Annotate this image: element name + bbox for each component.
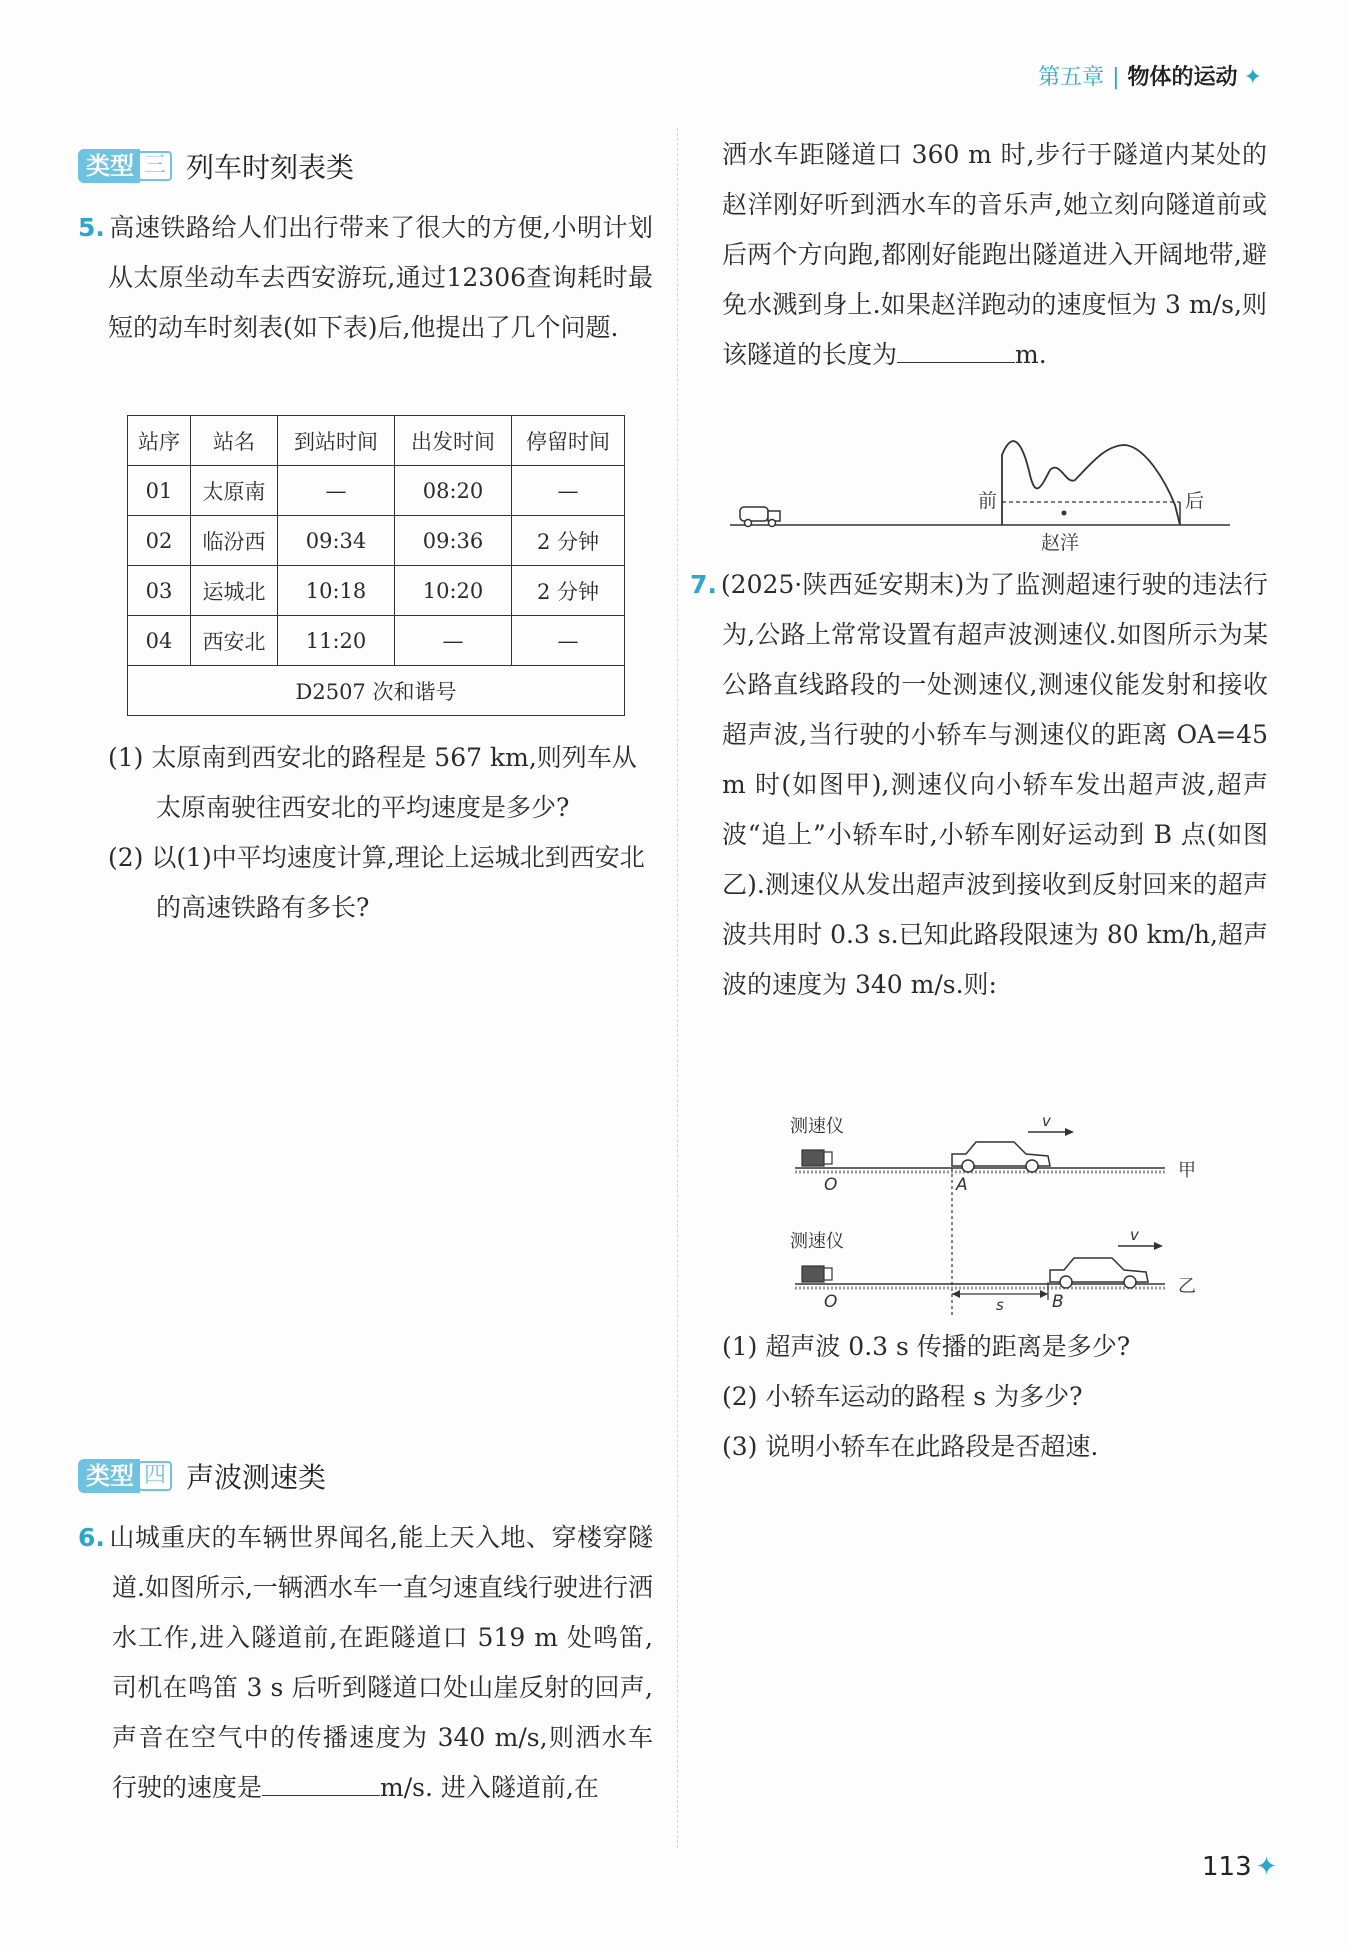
running-header xyxy=(1038,60,1262,91)
star-icon: ✦ xyxy=(1255,1852,1278,1882)
timetable xyxy=(127,415,625,716)
table-cell: — xyxy=(395,616,512,666)
table-cell: 运城北 xyxy=(191,566,278,616)
speed-meter-figure xyxy=(780,1110,1220,1320)
question-number: 7. xyxy=(690,570,717,599)
table-header-row xyxy=(128,416,625,466)
answer-blank[interactable] xyxy=(262,1771,380,1796)
answer-blank[interactable] xyxy=(897,338,1015,363)
table-header: 停留时间 xyxy=(512,416,625,466)
table-row xyxy=(128,466,625,516)
star-icon: ✦ xyxy=(1243,65,1262,90)
table-footer: D2507 次和谐号 xyxy=(128,666,625,716)
table-cell: 10:18 xyxy=(278,566,395,616)
table-header: 出发时间 xyxy=(395,416,512,466)
section-heading-type3 xyxy=(78,146,354,186)
table-cell: 09:36 xyxy=(395,516,512,566)
chapter-label: 第五章 xyxy=(1038,65,1105,90)
question-5-text: 高速铁路给人们出行带来了很大的方便,小明计划从太原坐动车去西安游玩,通过12306查询耗时最短的动车时刻表(如下表)后,他提出了几个问题. xyxy=(108,213,653,342)
point-o-label: O xyxy=(824,1292,838,1312)
table-cell: 09:34 xyxy=(278,516,395,566)
table-cell: 01 xyxy=(128,466,191,516)
sub-question: (2) 以(1)中平均速度计算,理论上运城北到西安北的高速铁路有多长? xyxy=(108,843,645,922)
velocity-label: v xyxy=(1130,1226,1139,1244)
speed-meter-icon xyxy=(802,1266,832,1282)
velocity-label: v xyxy=(1042,1112,1051,1130)
point-b-label: B xyxy=(1052,1292,1064,1312)
badge-number: 三 xyxy=(138,151,172,181)
table-cell: 03 xyxy=(128,566,191,616)
question-5-subquestions xyxy=(108,733,653,933)
table-cell: — xyxy=(512,466,625,516)
question-6-text-b: m/s. 进入隧道前,在 xyxy=(380,1773,599,1802)
question-7 xyxy=(690,560,1268,1010)
section-badge xyxy=(78,1459,172,1493)
question-5 xyxy=(78,203,653,353)
badge-label: 类型 xyxy=(78,1459,140,1493)
badge-number: 四 xyxy=(138,1461,172,1491)
table-cell: 04 xyxy=(128,616,191,666)
table-cell: 临汾西 xyxy=(191,516,278,566)
sprinkler-truck-icon xyxy=(740,507,780,527)
section-badge xyxy=(78,149,172,183)
mountain-outline xyxy=(1002,441,1180,525)
point-a-label: A xyxy=(956,1175,968,1195)
sub-question: (2) 小轿车运动的路程 s 为多少? xyxy=(722,1382,1083,1411)
table-cell: 西安北 xyxy=(191,616,278,666)
question-6-text-d: m. xyxy=(1015,340,1047,369)
speed-meter-icon xyxy=(802,1150,832,1166)
sub-question: (3) 说明小轿车在此路段是否超速. xyxy=(722,1432,1099,1461)
sub-question: (1) 超声波 0.3 s 传播的距离是多少? xyxy=(722,1332,1131,1361)
front-label: 前 xyxy=(978,490,998,512)
question-6-continued xyxy=(722,130,1267,380)
question-6-text-c: 洒水车距隧道口 360 m 时,步行于隧道内某处的赵洋刚好听到洒水车的音乐声,她立刻向隧道前或后两个方向跑,都刚好能跑出隧道进入开阔地带,避免水溅到身上.如果赵洋跑动的速度恒为 3 m/s,则该隧道的长度为 xyxy=(722,140,1267,369)
badge-label: 类型 xyxy=(78,149,140,183)
table-footer-row xyxy=(128,666,625,716)
person-dot xyxy=(1062,511,1067,516)
figure-yi-label: 乙 xyxy=(1178,1276,1196,1297)
table-row xyxy=(128,516,625,566)
arrow-head-icon xyxy=(1065,1128,1074,1136)
tunnel-figure xyxy=(730,425,1260,560)
table-row xyxy=(128,616,625,666)
sub-question: (1) 太原南到西安北的路程是 567 km,则列车从太原南驶往西安北的平均速度是多少? xyxy=(108,743,637,822)
table-cell: — xyxy=(278,466,395,516)
section-heading-type4 xyxy=(78,1456,326,1496)
back-label: 后 xyxy=(1185,490,1205,512)
table-cell: 11:20 xyxy=(278,616,395,666)
question-number: 5. xyxy=(78,213,105,242)
table-cell: 10:20 xyxy=(395,566,512,616)
chapter-title: 物体的运动 xyxy=(1127,65,1238,90)
question-7-subquestions xyxy=(722,1322,1272,1472)
point-o-label: O xyxy=(824,1175,838,1195)
table-cell: 02 xyxy=(128,516,191,566)
table-row xyxy=(128,566,625,616)
table-cell: 08:20 xyxy=(395,466,512,516)
table-header: 站名 xyxy=(191,416,278,466)
arrow-head-icon xyxy=(1040,1290,1048,1298)
page-number xyxy=(1202,1852,1277,1882)
person-label: 赵洋 xyxy=(1041,532,1080,554)
section-title: 列车时刻表类 xyxy=(186,151,355,184)
table-header: 站序 xyxy=(128,416,191,466)
page-number-text: 113 xyxy=(1202,1852,1252,1882)
device-label: 测速仪 xyxy=(790,1116,844,1137)
question-number: 6. xyxy=(78,1523,105,1552)
question-6 xyxy=(78,1513,653,1813)
table-cell: 2 分钟 xyxy=(512,566,625,616)
column-divider xyxy=(677,128,678,1848)
arrow-head-icon xyxy=(1154,1242,1163,1250)
distance-s-label: s xyxy=(996,1296,1004,1314)
question-7-text: (2025·陕西延安期末)为了监测超速行驶的违法行为,公路上常常设置有超声波测速仪.如图所示为某公路直线路段的一处测速仪,测速仪能发射和接收超声波,当行驶的小轿车与测速仪的距离 OA=45 m 时(如图甲),测速仪向小轿车发出超声波,超声波“追上”小轿车时,小轿车刚好运动到 B 点(如图乙).测速仪从发出超声波到接收到反射回来的超声波共用时 0.3 s.已知此路段限速为 80 km/h,超声波的速度为 340 m/s.则: xyxy=(720,570,1268,999)
question-6-text-a: 山城重庆的车辆世界闻名,能上天入地、穿楼穿隧道.如图所示,一辆洒水车一直匀速直线行驶进行洒水工作,进入隧道前,在距隧道口 519 m 处鸣笛,司机在鸣笛 3 s 后听到隧道口处山崖反射的回声,声音在空气中的传播速度为 340 m/s,则洒水车行驶的速度是 xyxy=(108,1523,653,1802)
arrow-head-icon xyxy=(952,1290,960,1298)
table-cell: — xyxy=(512,616,625,666)
table-cell: 太原南 xyxy=(191,466,278,516)
section-title: 声波测速类 xyxy=(186,1461,327,1494)
figure-jia-label: 甲 xyxy=(1178,1160,1196,1181)
table-cell: 2 分钟 xyxy=(512,516,625,566)
device-label: 测速仪 xyxy=(790,1231,844,1252)
table-header: 到站时间 xyxy=(278,416,395,466)
header-separator: | xyxy=(1112,65,1120,90)
